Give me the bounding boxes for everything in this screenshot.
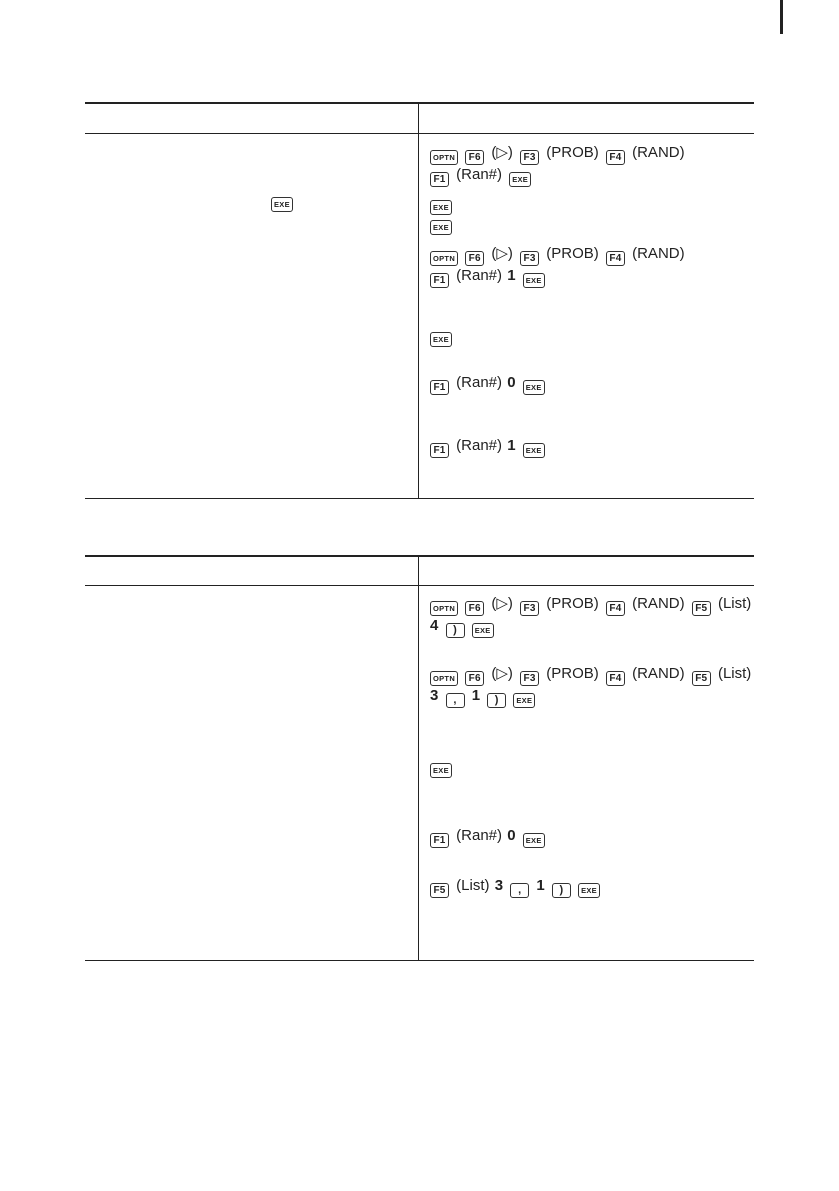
step-list-four	[430, 593, 754, 637]
list-label: (List)	[717, 665, 752, 682]
digit-four: 4	[430, 617, 439, 634]
digit-three: 3	[494, 877, 504, 894]
exe-key-icon: EXE	[430, 220, 452, 235]
digit-zero: 0	[507, 827, 516, 844]
optn-key-icon: OPTN	[430, 601, 458, 616]
f1-key-icon: F1	[430, 172, 449, 187]
ran-hash-label: (Ran#)	[456, 437, 503, 454]
digit-one: 1	[471, 687, 481, 704]
rand-label: (RAND)	[632, 665, 685, 682]
exe-key-icon: EXE	[509, 172, 531, 187]
rand-label: (RAND)	[632, 245, 685, 262]
page-edge-marker	[780, 0, 783, 34]
f1-key-icon: F1	[430, 443, 449, 458]
step-list-seq	[430, 663, 754, 707]
operation-table-1	[85, 102, 754, 500]
ran-hash-label: (Ran#)	[456, 166, 503, 183]
f4-key-icon: F4	[606, 150, 625, 165]
next-label: (▷)	[491, 595, 513, 612]
next-label: (▷)	[491, 144, 513, 161]
step-exe-again	[430, 324, 455, 346]
f1-key-icon: F1	[430, 380, 449, 395]
f3-key-icon: F3	[520, 251, 539, 266]
next-label: (▷)	[491, 665, 513, 682]
digit-one: 1	[507, 437, 516, 454]
list-label: (List)	[717, 595, 752, 612]
f6-key-icon: F6	[465, 150, 484, 165]
f4-key-icon: F4	[606, 601, 625, 616]
f6-key-icon: F6	[465, 671, 484, 686]
next-label: (▷)	[491, 245, 513, 262]
optn-key-icon: OPTN	[430, 150, 458, 165]
step-ran-zero	[430, 825, 548, 847]
step-ran-seq-1	[430, 243, 688, 287]
operation-table-2	[85, 555, 754, 963]
f3-key-icon: F3	[520, 671, 539, 686]
close-paren-key-icon: )	[487, 693, 506, 708]
f3-key-icon: F3	[520, 601, 539, 616]
prob-label: (PROB)	[546, 245, 599, 262]
rand-label: (RAND)	[632, 595, 685, 612]
exe-key-icon: EXE	[578, 883, 600, 898]
step-ran-one	[430, 435, 548, 457]
exe-key-icon: EXE	[523, 380, 545, 395]
exe-key-icon: EXE	[523, 273, 545, 288]
f3-key-icon: F3	[520, 150, 539, 165]
exe-key-icon: EXE	[430, 763, 452, 778]
f5-key-icon: F5	[692, 601, 711, 616]
comma-key-icon: ,	[446, 693, 465, 708]
exe-key-icon: EXE	[430, 332, 452, 347]
optn-key-icon: OPTN	[430, 671, 458, 686]
digit-one: 1	[507, 267, 516, 284]
step-exe-again	[430, 755, 455, 777]
prob-label: (PROB)	[546, 144, 599, 161]
step-list-three-one	[430, 875, 603, 897]
close-paren-key-icon: )	[446, 623, 465, 638]
exe-key-icon: EXE	[271, 197, 293, 212]
step-ran-zero	[430, 372, 548, 394]
comma-key-icon: ,	[510, 883, 529, 898]
f5-key-icon: F5	[430, 883, 449, 898]
exe-key-icon: EXE	[472, 623, 494, 638]
step-ran-basic	[430, 142, 688, 186]
exe-key-icon: EXE	[513, 693, 535, 708]
f1-key-icon: F1	[430, 833, 449, 848]
digit-one: 1	[536, 877, 545, 894]
prob-label: (PROB)	[546, 595, 599, 612]
exe-key-icon: EXE	[523, 443, 545, 458]
digit-zero: 0	[507, 374, 516, 391]
ran-hash-label: (Ran#)	[456, 267, 503, 284]
digit-three: 3	[430, 687, 439, 704]
optn-key-icon: OPTN	[430, 251, 458, 266]
prob-label: (PROB)	[546, 665, 599, 682]
f5-key-icon: F5	[692, 671, 711, 686]
list-label: (List)	[456, 877, 490, 894]
rand-label: (RAND)	[632, 144, 685, 161]
f4-key-icon: F4	[606, 251, 625, 266]
f6-key-icon: F6	[465, 601, 484, 616]
exe-key-icon: EXE	[430, 200, 452, 215]
f4-key-icon: F4	[606, 671, 625, 686]
ran-hash-label: (Ran#)	[456, 827, 503, 844]
exe-key-icon: EXE	[523, 833, 545, 848]
f6-key-icon: F6	[465, 251, 484, 266]
ran-hash-label: (Ran#)	[456, 374, 503, 391]
step-repeat-exe	[430, 192, 455, 232]
f1-key-icon: F1	[430, 273, 449, 288]
close-paren-key-icon: )	[552, 883, 571, 898]
